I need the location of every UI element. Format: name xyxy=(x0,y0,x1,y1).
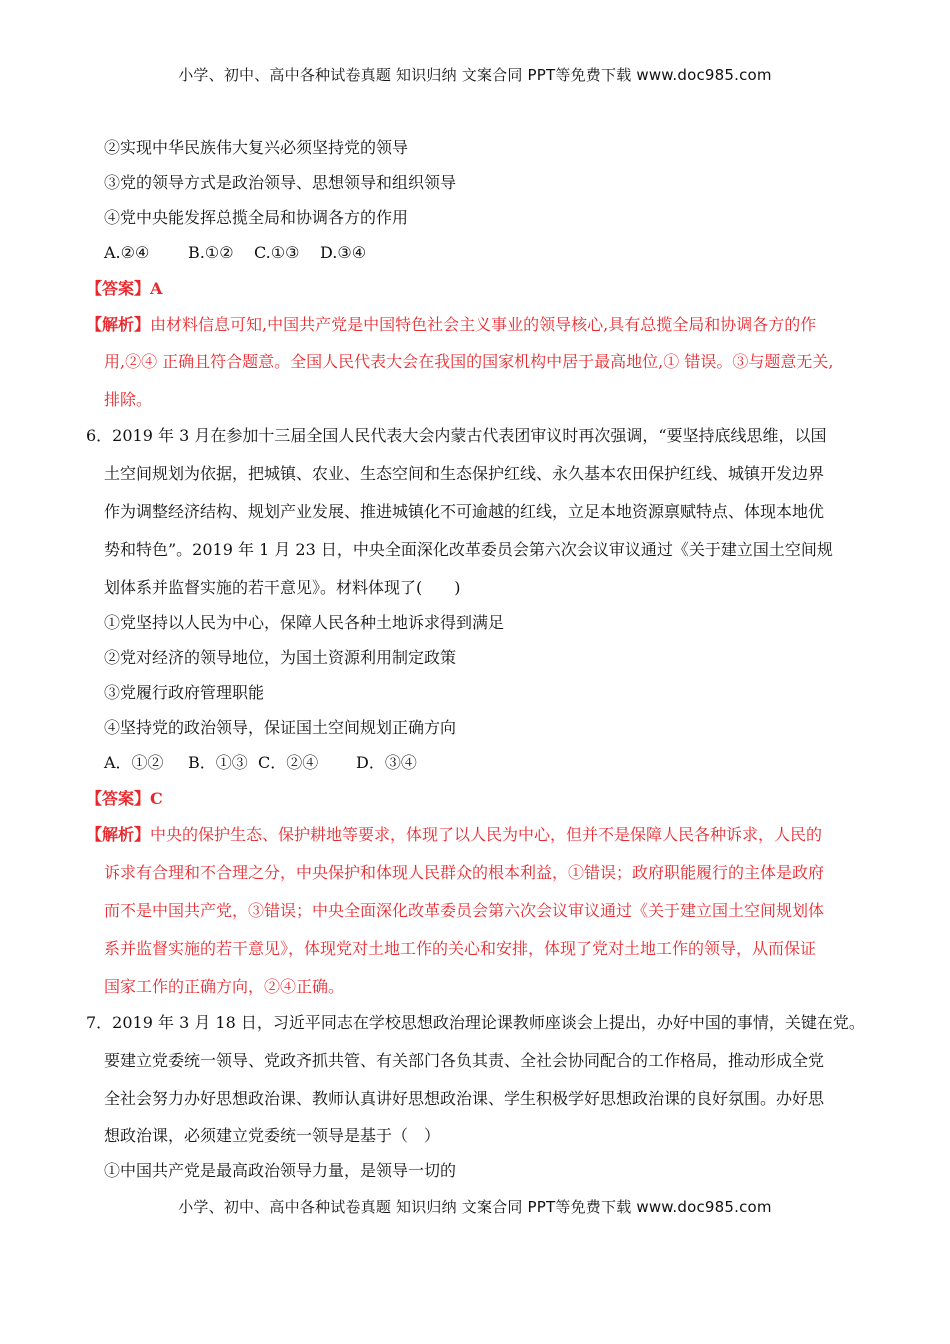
q6-choices xyxy=(104,753,417,773)
analysis-label: 【解析】 xyxy=(86,825,151,844)
q5-option-3: ③党的领导方式是政治领导、思想领导和组织领导 xyxy=(104,173,457,192)
q5-analysis-line-1 xyxy=(86,315,816,335)
q7-stem-line-4: 想政治课，必须建立党委统一领导是基于（ ） xyxy=(104,1126,441,1145)
q6-option-1: ①党坚持以人民为中心，保障人民各种土地诉求得到满足 xyxy=(104,613,505,632)
answer-value: A xyxy=(150,279,163,298)
q6-stem-line-3: 作为调整经济结构、规划产业发展、推进城镇化不可逾越的红线，立足本地资源禀赋特点、体现本地优 xyxy=(104,502,825,521)
q7-stem-line-1: 7．2019 年 3 月 18 日，习近平同志在学校思想政治理论课教师座谈会上提出，办好中国的事情，关键在党。 xyxy=(86,1013,865,1032)
answer-label: 【答案】 xyxy=(86,279,151,298)
q6-choice-a: A．①② xyxy=(104,753,164,772)
q6-answer xyxy=(86,789,163,809)
q6-stem-line-4: 势和特色”。2019 年 1 月 23 日，中央全面深化改革委员会第六次会议审议通过《关于建立国土空间规 xyxy=(104,540,833,559)
q6-analysis-line-2: 诉求有合理和不合理之分，中央保护和体现人民群众的根本利益，①错误；政府职能履行的主体是政府 xyxy=(104,863,825,882)
q6-choice-c: C．②④ xyxy=(258,753,319,772)
q6-stem-line-1: 6．2019 年 3 月在参加十三届全国人民代表大会内蒙古代表团审议时再次强调，“要坚持底线思维，以国 xyxy=(86,426,827,445)
q6-choice-d: D．③④ xyxy=(356,753,417,772)
q6-stem-line-2: 土空间规划为依据，把城镇、农业、生态空间和生态保护红线、永久基本农田保护红线、城镇开发边界 xyxy=(104,464,825,483)
analysis-text: 由材料信息可知,中国共产党是中国特色社会主义事业的领导核心,具有总揽全局和协调各方的作 xyxy=(150,315,817,334)
q5-analysis-line-3: 排除。 xyxy=(104,390,153,409)
q5-choices xyxy=(104,243,366,263)
q5-choice-d: D.③④ xyxy=(320,243,367,262)
q5-choice-b: B.①② xyxy=(188,243,234,262)
q7-stem-line-3: 全社会努力办好思想政治课、教师认真讲好思想政治课、学生积极学好思想政治课的良好氛围。办好思 xyxy=(104,1089,825,1108)
q6-option-4: ④坚持党的政治领导，保证国土空间规划正确方向 xyxy=(104,718,457,737)
q6-analysis-line-3: 而不是中国共产党，③错误；中央全面深化改革委员会第六次会议审议通过《关于建立国土空间规划体 xyxy=(104,901,825,920)
q6-analysis-line-5: 国家工作的正确方向，②④正确。 xyxy=(104,977,345,996)
q5-option-2: ②实现中华民族伟大复兴必须坚持党的领导 xyxy=(104,138,409,157)
answer-value: C xyxy=(150,789,163,808)
q6-choice-b: B．①③ xyxy=(188,753,248,772)
q6-option-3: ③党履行政府管理职能 xyxy=(104,683,265,702)
q5-answer xyxy=(86,279,162,299)
page-header: 小学、初中、高中各种试卷真题 知识归纳 文案合同 PPT等免费下载 www.doc985.com xyxy=(178,66,772,84)
q6-analysis-line-1 xyxy=(86,825,822,845)
q6-option-2: ②党对经济的领导地位，为国土资源利用制定政策 xyxy=(104,648,457,667)
q5-choice-c: C.①③ xyxy=(254,243,300,262)
q7-stem-line-2: 要建立党委统一领导、党政齐抓共管、有关部门各负其责、全社会协同配合的工作格局，推动形成全党 xyxy=(104,1051,825,1070)
analysis-label: 【解析】 xyxy=(86,315,151,334)
page-footer: 小学、初中、高中各种试卷真题 知识归纳 文案合同 PPT等免费下载 www.doc985.com xyxy=(178,1198,772,1216)
q5-analysis-line-2: 用,②④ 正确且符合题意。全国人民代表大会在我国的国家机构中居于最高地位,① 错误。③与题意无关, xyxy=(104,352,834,371)
q5-option-4: ④党中央能发挥总揽全局和协调各方的作用 xyxy=(104,208,409,227)
q6-analysis-line-4: 系并监督实施的若干意见》，体现党对土地工作的关心和安排，体现了党对土地工作的领导，从而保证 xyxy=(104,939,817,958)
q5-choice-a: A.②④ xyxy=(104,243,150,262)
q6-stem-line-5: 划体系并监督实施的若干意见》。材料体现了( ) xyxy=(104,578,461,597)
analysis-text: 中央的保护生态、保护耕地等要求，体现了以人民为中心，但并不是保障人民各种诉求，人民的 xyxy=(150,825,823,844)
answer-label: 【答案】 xyxy=(86,789,151,808)
q7-option-1: ①中国共产党是最高政治领导力量，是领导一切的 xyxy=(104,1161,457,1180)
